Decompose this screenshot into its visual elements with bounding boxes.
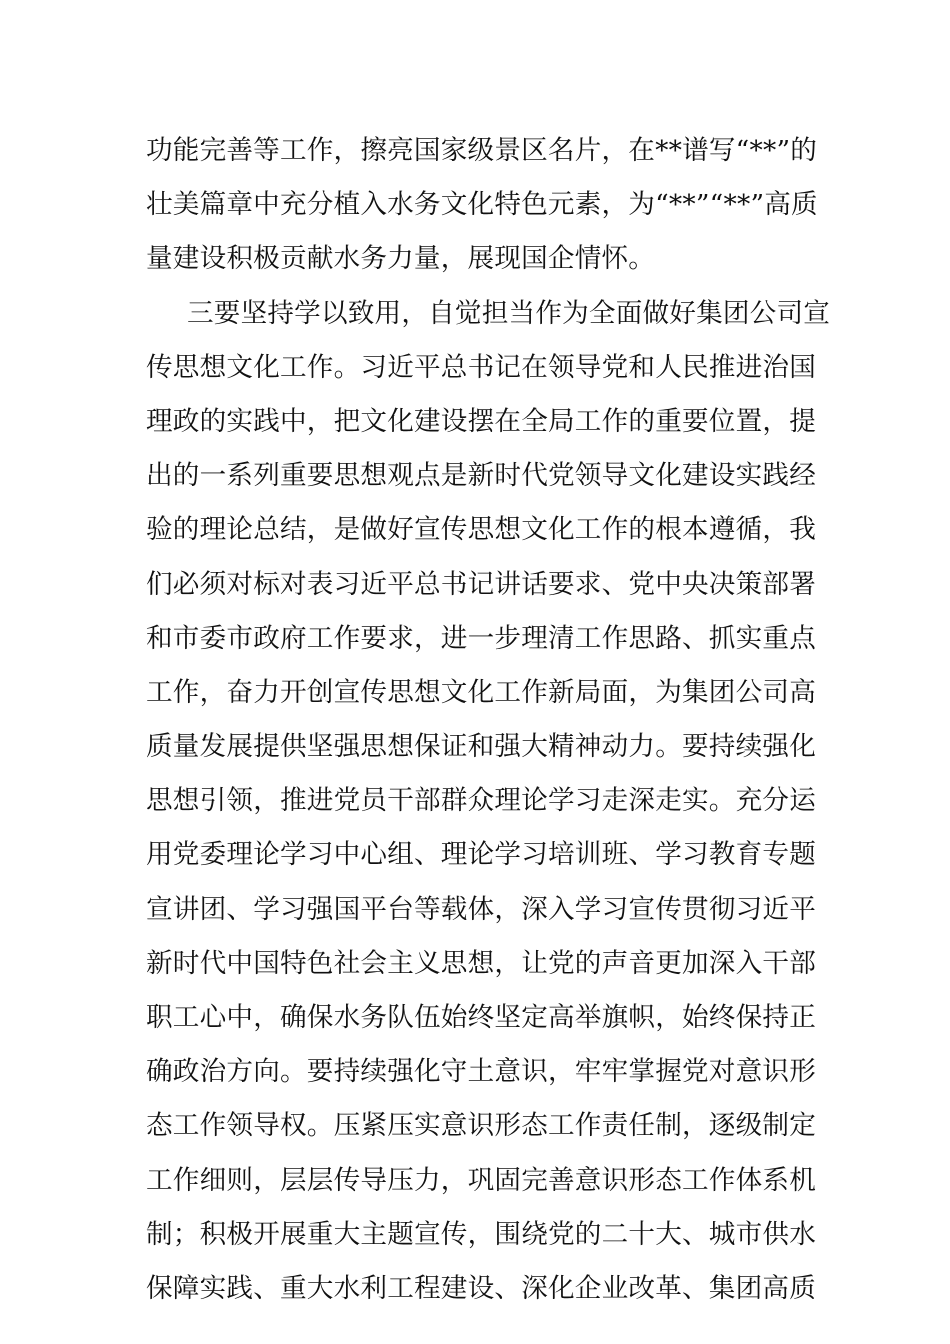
text-line: 验的理论总结，是做好宣传思想文化工作的根本遵循，我 [146,514,816,546]
text-line: 新时代中国特色社会主义思想，让党的声音更加深入干部 [146,947,816,979]
text-line: 保障实践、重大水利工程建设、深化企业改革、集团高质 [146,1272,816,1304]
text-line: 工作细则，层层传导压力，巩固完善意识形态工作体系机 [146,1164,816,1196]
text-line: 们必须对标对表习近平总书记讲话要求、党中央决策部署 [146,568,816,600]
text-line: 功能完善等工作，擦亮国家级景区名片，在**谱写“**”的 [146,135,818,166]
text-line: 质量发展提供坚强思想保证和强大精神动力。要持续强化 [146,731,816,763]
text-line: 职工心中，确保水务队伍始终坚定高举旗帜，始终保持正 [146,1002,816,1033]
text-line: 和市委市政府工作要求，进一步理清工作思路、抓实重点 [146,622,816,654]
text-line: 思想引领，推进党员干部群众理论学习走深走实。充分运 [146,785,816,817]
text-line: 壮美篇章中充分植入水务文化特色元素，为“**”“**”高质 [146,189,818,221]
paragraph-first-line: 三要坚持学以致用，自觉担当作为全面做好集团公司宣 [187,297,831,329]
text-line: 宣讲团、学习强国平台等载体，深入学习宣传贯彻习近平 [146,893,816,925]
text-line: 理政的实践中，把文化建设摆在全局工作的重要位置，提 [146,405,816,437]
body-text [146,129,831,1321]
text-line: 确政治方向。要持续强化守土意识，牢牢掌握党对意识形 [146,1056,816,1088]
text-line: 态工作领导权。压紧压实意识形态工作责任制，逐级制定 [146,1110,816,1142]
text-line: 量建设积极贡献水务力量，展现国企情怀。 [146,243,656,275]
text-line: 传思想文化工作。习近平总书记在领导党和人民推进治国 [146,351,816,383]
text-line: 制；积极开展重大主题宣传，围绕党的二十大、城市供水 [146,1218,816,1250]
text-line: 工作，奋力开创宣传思想文化工作新局面，为集团公司高 [146,676,816,708]
text-line: 出的一系列重要思想观点是新时代党领导文化建设实践经 [146,460,816,492]
text-line: 用党委理论学习中心组、理论学习培训班、学习教育专题 [146,839,816,871]
